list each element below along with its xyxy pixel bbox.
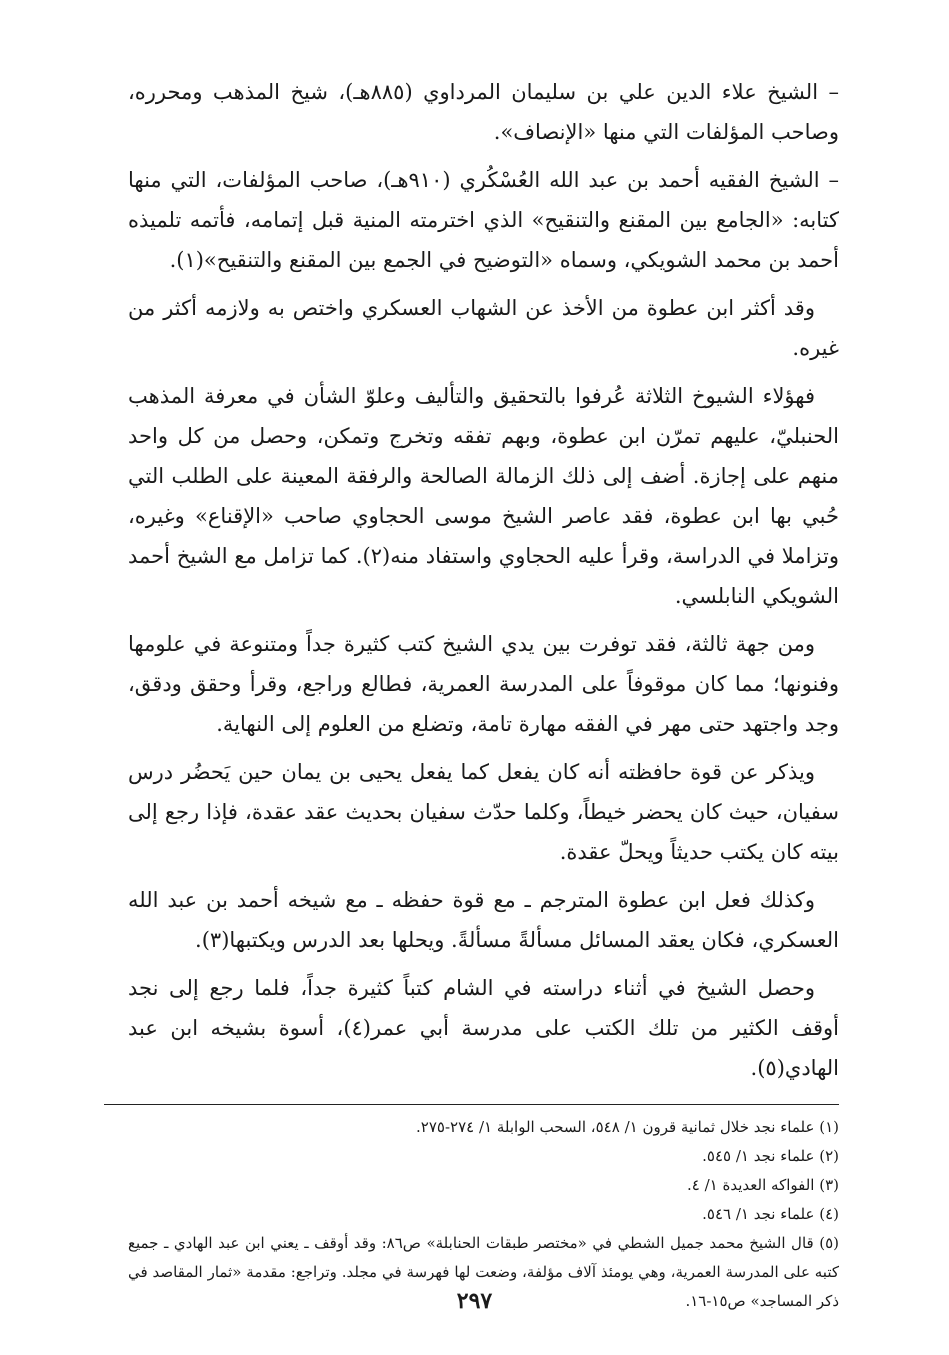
paragraph-8: وحصل الشيخ في أثناء دراسته في الشام كتباً كثيرة جداً، فلما رجع إلى نجد أوقف الكثير من تلك الكتب على مدرسة أبي عمر(٤)، أسوة بشيخه ابن عبد الهادي(٥). — [128, 976, 839, 1080]
footnote-2: (٢) علماء نجد ١/ ٥٤٥. — [702, 1147, 839, 1165]
footnote-3: (٣) الفواكه العديدة ١/ ٤. — [687, 1176, 839, 1194]
paragraph-2: – الشيخ الفقيه أحمد بن عبد الله العُسْكُري (٩١٠هـ)، صاحب المؤلفات، التي منها كتابه: «الجامع بين المقنع والتنقيح» الذي اخترمته المنية قبل إتمامه، فأتمه تلميذه أحمد بن محمد الشويكي، وسماه «التوضيح في الجمع بين المقنع والتنقيح»(١). — [128, 168, 839, 272]
footnote-5: (٥) قال الشيخ محمد جميل الشطي في «مختصر طبقات الحنابلة» ص٨٦: وقد أوقف ـ يعني ابن عبد الهادي ـ جميع كتبه على المدرسة العمرية، وهي يومئذ آلاف مؤلفة، وضعت لها فهرسة في مجلد. وتراجع: مقدمة «ثمار المقاصد في ذكر المساجد» ص١٥-١٦. — [128, 1234, 839, 1310]
paragraph-3: وقد أكثر ابن عطوة من الأخذ عن الشهاب العسكري واختص به ولازمه أكثر من غيره. — [128, 296, 839, 360]
main-text — [128, 72, 839, 1088]
paragraph-5: ومن جهة ثالثة، فقد توفرت بين يدي الشيخ كتب كثيرة جداً ومتنوعة في علومها وفنونها؛ مما كان موقوفاً على المدرسة العمرية، فطالع وراجع، وقرأ وحقق ودقق، وجد واجتهد حتى مهر في الفقه مهارة تامة، وتضلع من العلوم إلى النهاية. — [128, 632, 839, 736]
page-number: ٢٩٧ — [456, 1288, 493, 1314]
paragraph-7: وكذلك فعل ابن عطوة المترجم ـ مع قوة حفظه ـ مع شيخه أحمد بن عبد الله العسكري، فكان يعقد المسائل مسألةً مسألةً. ويحلها بعد الدرس ويكتبها(٣). — [128, 888, 839, 952]
paragraph-4: فهؤلاء الشيوخ الثلاثة عُرفوا بالتحقيق والتأليف وعلوّ الشأن في معرفة المذهب الحنبليّ، عليهم تمرّن ابن عطوة، وبهم تفقه وتخرج وتمكن، وحصل من كل واحد منهم على إجازة. أضف إلى ذلك الزمالة الصالحة والرفقة المعينة على الطلب التي حُبي بها ابن عطوة، فقد عاصر الشيخ موسى الحجاوي صاحب «الإقناع» وغيره، وتزاملا في الدراسة، وقرأ عليه الحجاوي واستفاد منه(٢). كما تزامل مع الشيخ أحمد الشويكي النابلسي. — [128, 384, 839, 608]
footnote-divider — [104, 1104, 839, 1105]
footnote-4: (٤) علماء نجد ١/ ٥٤٦. — [702, 1205, 839, 1223]
paragraph-6: ويذكر عن قوة حافظته أنه كان يفعل كما يفعل يحيى بن يمان حين يَحضُر درس سفيان، حيث كان يحضر خيطاً، وكلما حدّث سفيان بحديث عقد عقدة، فإذا رجع إلى بيته كان يكتب حديثاً ويحلّ عقدة. — [128, 760, 839, 864]
paragraph-1: – الشيخ علاء الدين علي بن سليمان المرداوي (٨٨٥هـ)، شيخ المذهب ومحرره، وصاحب المؤلفات التي منها «الإنصاف». — [128, 80, 839, 144]
footnotes — [128, 1113, 839, 1316]
footnote-1: (١) علماء نجد خلال ثمانية قرون ١/ ٥٤٨، السحب الوابلة ١/ ٢٧٤-٢٧٥. — [416, 1118, 839, 1136]
